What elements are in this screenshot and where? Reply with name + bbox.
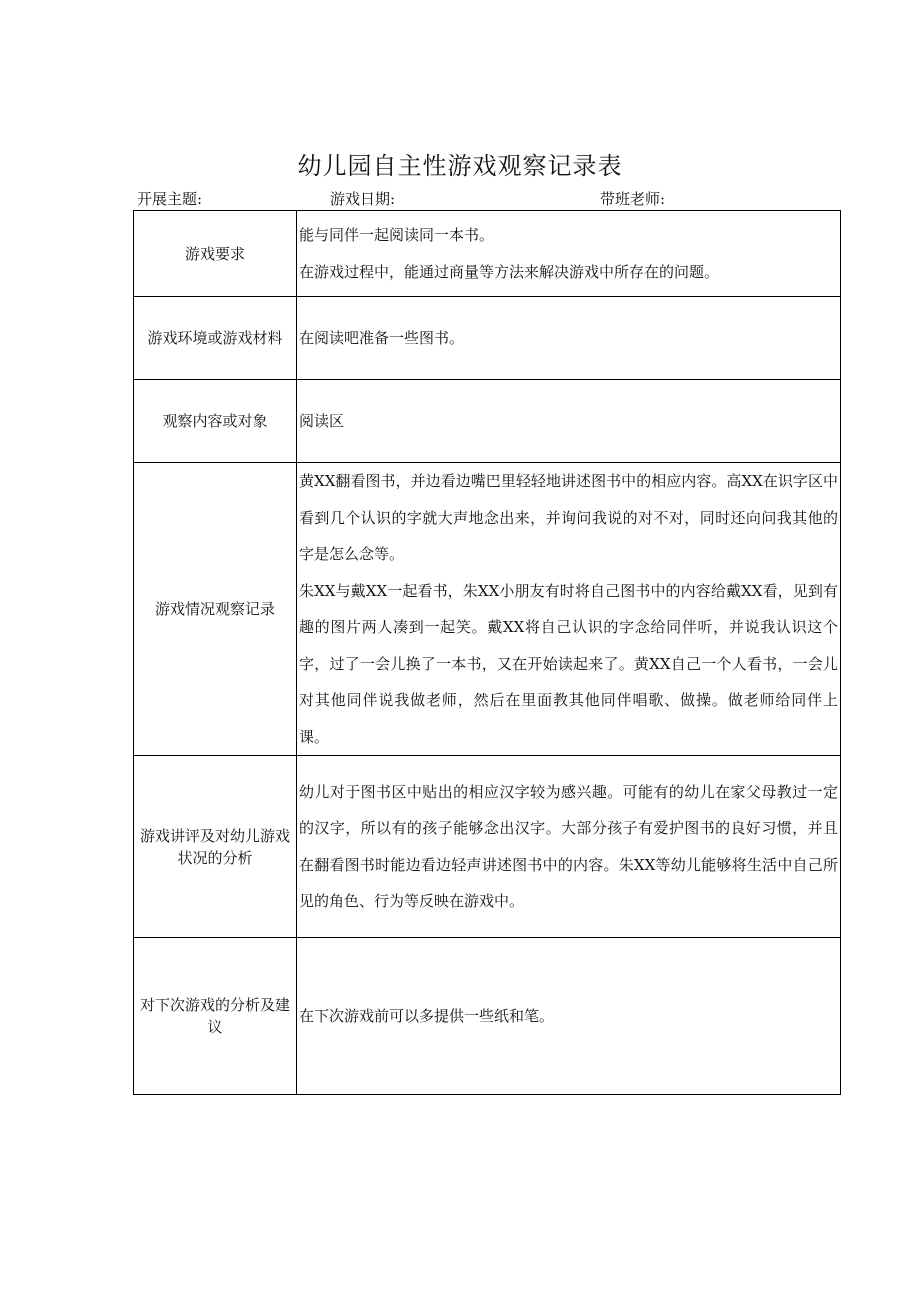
requirements-line-1: 能与同伴一起阅读同一本书。: [299, 226, 495, 244]
page-title: 幼儿园自主性游戏观察记录表: [297, 152, 623, 180]
suggestions-text: 在下次游戏前可以多提供一些纸和笔。: [299, 1006, 555, 1025]
row-content-observation-target: [297, 380, 841, 463]
row-content-requirements: [297, 211, 841, 297]
observation-target-text: 阅读区: [299, 411, 345, 430]
teacher-label: 带班老师:: [600, 190, 666, 208]
table-row: [134, 211, 841, 297]
record-paragraph-1: 黄XX翻看图书，并边看边嘴巴里轻轻地讲述图书中的相应内容。高XX在识字区中看到几个认识的字就大声地念出来，并询问我说的对不对，同时还向问我其他的字是怎么念等。: [299, 472, 838, 563]
row-label-observation-target: 观察内容或对象: [134, 380, 297, 463]
table-row: [134, 380, 841, 463]
row-label-observation-record: 游戏情况观察记录: [134, 463, 297, 756]
requirements-line-2: 在游戏过程中，能通过商量等方法来解决游戏中所存在的问题。: [299, 262, 720, 281]
row-label-environment: 游戏环境或游戏材料: [134, 297, 297, 380]
table-row: [134, 938, 841, 1095]
row-content-observation-record: [297, 463, 841, 756]
analysis-text: 幼儿对于图书区中贴出的相应汉字较为感兴趣。可能有的幼儿在家父母教过一定的汉字，所以有的孩子能够念出汉字。大部分孩子有爱护图书的良好习惯，并且在翻看图书时能边看边轻声讲述图书中的内容。朱XX等幼儿能够将生活中自己所见的角色、行为等反映在游戏中。: [299, 782, 838, 910]
environment-text: 在阅读吧准备一些图书。: [299, 328, 465, 347]
table-row: [134, 297, 841, 380]
date-label: 游戏日期:: [330, 190, 396, 208]
table-row: [134, 463, 841, 756]
row-content-analysis: [297, 756, 841, 938]
row-label-requirements: 游戏要求: [134, 211, 297, 297]
theme-label: 开展主题:: [137, 190, 203, 208]
row-content-environment: [297, 297, 841, 380]
table-row: [134, 756, 841, 938]
row-content-suggestions: [297, 938, 841, 1095]
row-label-suggestions: 对下次游戏的分析及建议: [134, 938, 297, 1095]
observation-table: [133, 210, 841, 1095]
record-paragraph-2: 朱XX与戴XX一起看书，朱XX小朋友有时将自己图书中的内容给戴XX看，见到有趣的图片两人凑到一起笑。戴XX将自己认识的字念给同伴听，并说我认识这个字，过了一会儿换了一本书，又在开始读起来了。黄XX自己一个人看书，一会儿对其他同伴说我做老师，然后在里面教其他同伴唱歌、做操。做老师给同伴上课。: [299, 581, 838, 746]
row-label-analysis: 游戏讲评及对幼儿游戏状况的分析: [134, 756, 297, 938]
